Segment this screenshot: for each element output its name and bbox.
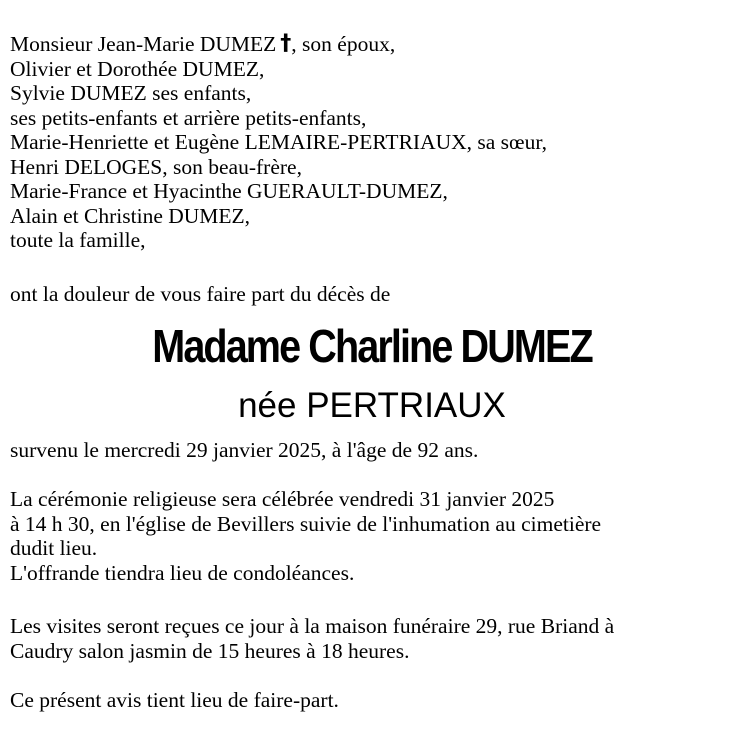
family-line: Marie-France et Hyacinthe GUERAULT-DUMEZ,: [10, 179, 448, 203]
visits-line: Caudry salon jasmin de 15 heures à 18 heures.: [10, 638, 410, 663]
family-line-spouse: [10, 32, 547, 57]
spouse-relation: , son époux,: [291, 32, 396, 56]
announcement-text: ont la douleur de vous faire part du décès de: [10, 282, 391, 306]
ceremony-line: La cérémonie religieuse sera célébrée vendredi 31 janvier 2025: [10, 487, 555, 511]
family-line: toute la famille,: [10, 228, 146, 252]
family-line: ses petits-enfants et arrière petits-enfants,: [10, 105, 367, 130]
family-list: [10, 32, 547, 253]
visits-paragraph: [10, 614, 614, 663]
cross-icon: †: [280, 31, 292, 56]
ceremony-line: dudit lieu.: [10, 536, 98, 560]
family-line: Olivier et Dorothée DUMEZ,: [10, 56, 265, 81]
closing-notice: Ce présent avis tient lieu de faire-part.: [10, 688, 339, 712]
visits-line: Les visites seront reçues ce jour à la maison funéraire 29, rue Briand à: [10, 614, 615, 638]
spouse-name: Monsieur Jean-Marie DUMEZ: [10, 32, 277, 56]
deceased-name-heading: Madame Charline DUMEZ: [152, 320, 592, 372]
death-info: survenu le mercredi 29 janvier 2025, à l'âge de 92 ans.: [10, 438, 479, 462]
family-line: Marie-Henriette et Eugène LEMAIRE-PERTRIAUX, sa sœur,: [10, 130, 547, 154]
family-line: Henri DELOGES, son beau-frère,: [10, 154, 302, 179]
family-line: Sylvie DUMEZ ses enfants,: [10, 81, 252, 105]
ceremony-line: L'offrande tiendra lieu de condoléances.: [10, 560, 355, 585]
maiden-name: née PERTRIAUX: [238, 386, 506, 425]
family-line: Alain et Christine DUMEZ,: [10, 203, 251, 228]
ceremony-paragraph: [10, 487, 601, 585]
ceremony-line: à 14 h 30, en l'église de Bevillers suivie de l'inhumation au cimetière: [10, 511, 602, 536]
